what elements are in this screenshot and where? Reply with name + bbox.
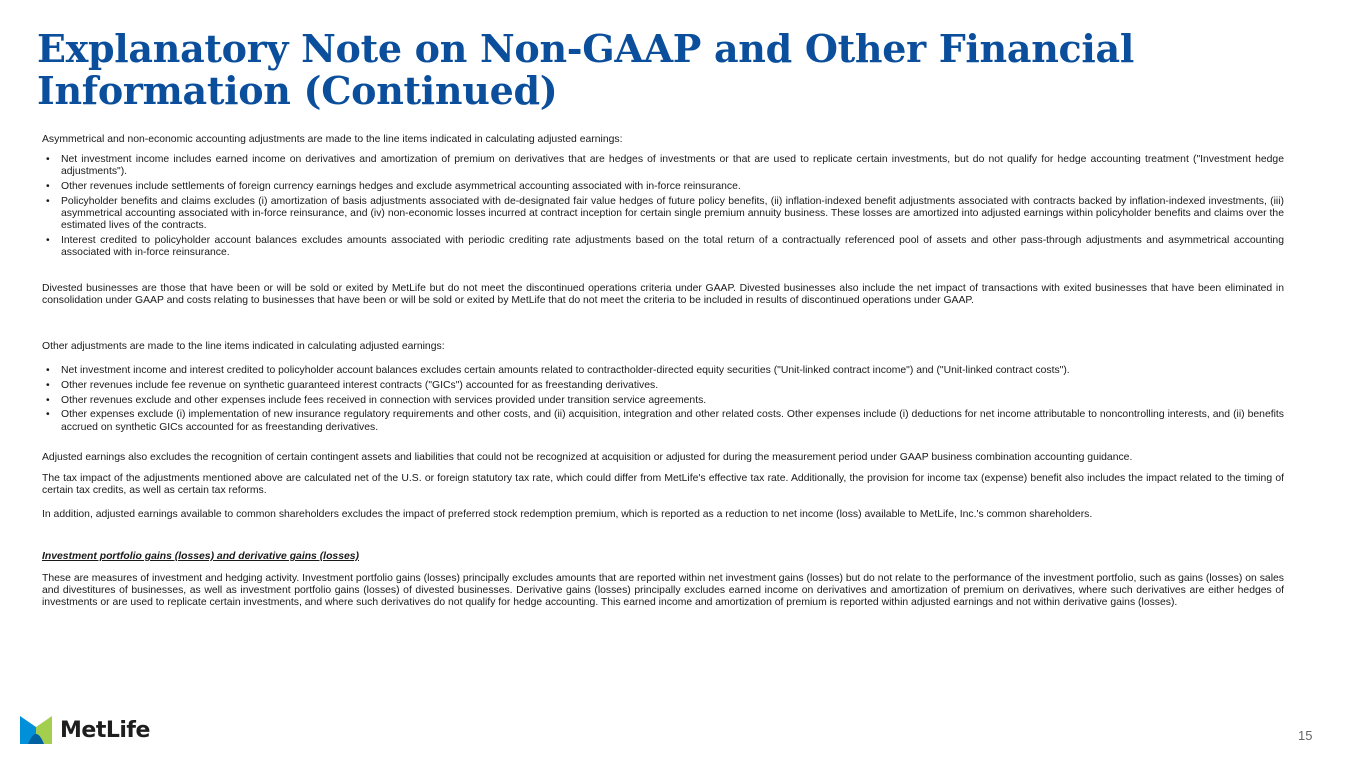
- list-item: • Other revenues include settlements of foreign currency earnings hedges and exclude asymmetrical accounting associated with in-force reinsurance.: [42, 181, 1284, 193]
- logo-text: MetLife: [60, 717, 150, 743]
- tax-paragraph: The tax impact of the adjustments mentioned above are calculated net of the U.S. or foreign statutory tax rate, which could differ from MetLife's effective tax rate. Additionally, the provision for income tax (expense) benefit also includes the impact related to the timing of certain tax credits, as well as certain tax reforms.: [42, 473, 1284, 497]
- metlife-logo: [20, 716, 150, 744]
- metlife-logo-icon: [20, 716, 52, 744]
- list-item: • Other revenues include fee revenue on synthetic guaranteed interest contracts ("GICs") accounted for as freestanding derivatives.: [42, 380, 1284, 392]
- list-item: • Net investment income and interest credited to policyholder account balances excludes certain amounts related to contractholder-directed equity securities ("Unit-linked contract income") and ("Unit-linked contract costs").: [42, 365, 1284, 377]
- addition-paragraph: In addition, adjusted earnings available to common shareholders excludes the impact of preferred stock redemption premium, which is reported as a reduction to net income (loss) available to MetLife, Inc.'s common shareholders.: [42, 509, 1093, 520]
- list-item: • Interest credited to policyholder account balances excludes amounts associated with periodic crediting rate adjustments based on the total return of a contractually referenced pool of assets and other pass-through adjustments and asymmetrical accounting associated with in-force reinsurance.: [42, 235, 1284, 259]
- list-item: • Other revenues exclude and other expenses include fees received in connection with services provided under transition service agreements.: [42, 395, 1284, 407]
- intro-text: Asymmetrical and non-economic accounting adjustments are made to the line items indicated in calculating adjusted earnings:: [42, 134, 623, 145]
- list-item: • Other expenses exclude (i) implementation of new insurance regulatory requirements and other costs, and (ii) acquisition, integration and other related costs. Other expenses include (i) deductions for net income attributable to noncontrolling interests, and (ii) benefits accrued on synthetic GICs accounted for as freestanding derivatives.: [42, 409, 1284, 433]
- page-title: Explanatory Note on Non-GAAP and Other Financial Information (Continued): [37, 26, 1134, 113]
- other-adjustments-bullets: [42, 365, 1284, 436]
- section-body: These are measures of investment and hedging activity. Investment portfolio gains (losses) principally excludes amounts that are reported within net investment gains (losses) but do not relate to the performance of the investment portfolio, such as gains (losses) on sales and divestitures of businesses, as well as investment portfolio gains (losses) of divested businesses. Derivative gains (losses) principally excludes earned income on derivatives and amortization of premium on derivatives, where such derivatives are either hedges of investments or are used to replicate certain investments, and where such derivatives do not qualify for hedge accounting. This earned income and amortization of premium is reported within adjusted earnings and not within derivative gains (losses).: [42, 573, 1284, 609]
- other-adjustments-intro: Other adjustments are made to the line items indicated in calculating adjusted earnings:: [42, 341, 445, 352]
- page-number: 15: [1298, 728, 1313, 743]
- list-item: • Net investment income includes earned income on derivatives and amortization of premium on derivatives that are hedges of investments or that are used to replicate certain investments, but do not qualify for hedge accounting treatment ("Investment hedge adjustments").: [42, 154, 1284, 178]
- adjusted-earnings-paragraph: Adjusted earnings also excludes the recognition of certain contingent assets and liabilities that could not be recognized at acquisition or adjusted for during the measurement period under GAAP business combination accounting guidance.: [42, 452, 1133, 463]
- section-heading: Investment portfolio gains (losses) and derivative gains (losses): [42, 551, 359, 562]
- divested-paragraph: Divested businesses are those that have been or will be sold or exited by MetLife but do not meet the discontinued operations criteria under GAAP. Divested businesses also include the net impact of transactions with exited businesses that have been eliminated in consolidation under GAAP and costs relating to businesses that have been or will be sold or exited by MetLife that do not meet the criteria to be included in results of discontinued operations under GAAP.: [42, 283, 1284, 307]
- list-item: • Policyholder benefits and claims excludes (i) amortization of basis adjustments associated with de-designated fair value hedges of future policy benefits, (ii) inflation-indexed benefit adjustments associated with contracts backed by inflation-indexed investments, (iii) asymmetrical accounting associated with in-force reinsurance, and (iv) non-economic losses incurred at contract inception for certain single premium annuity business. These losses are amortized into adjusted earnings within policyholder benefits and claims over the estimated lives of the contracts.: [42, 196, 1284, 233]
- asymmetrical-bullets: [42, 154, 1284, 262]
